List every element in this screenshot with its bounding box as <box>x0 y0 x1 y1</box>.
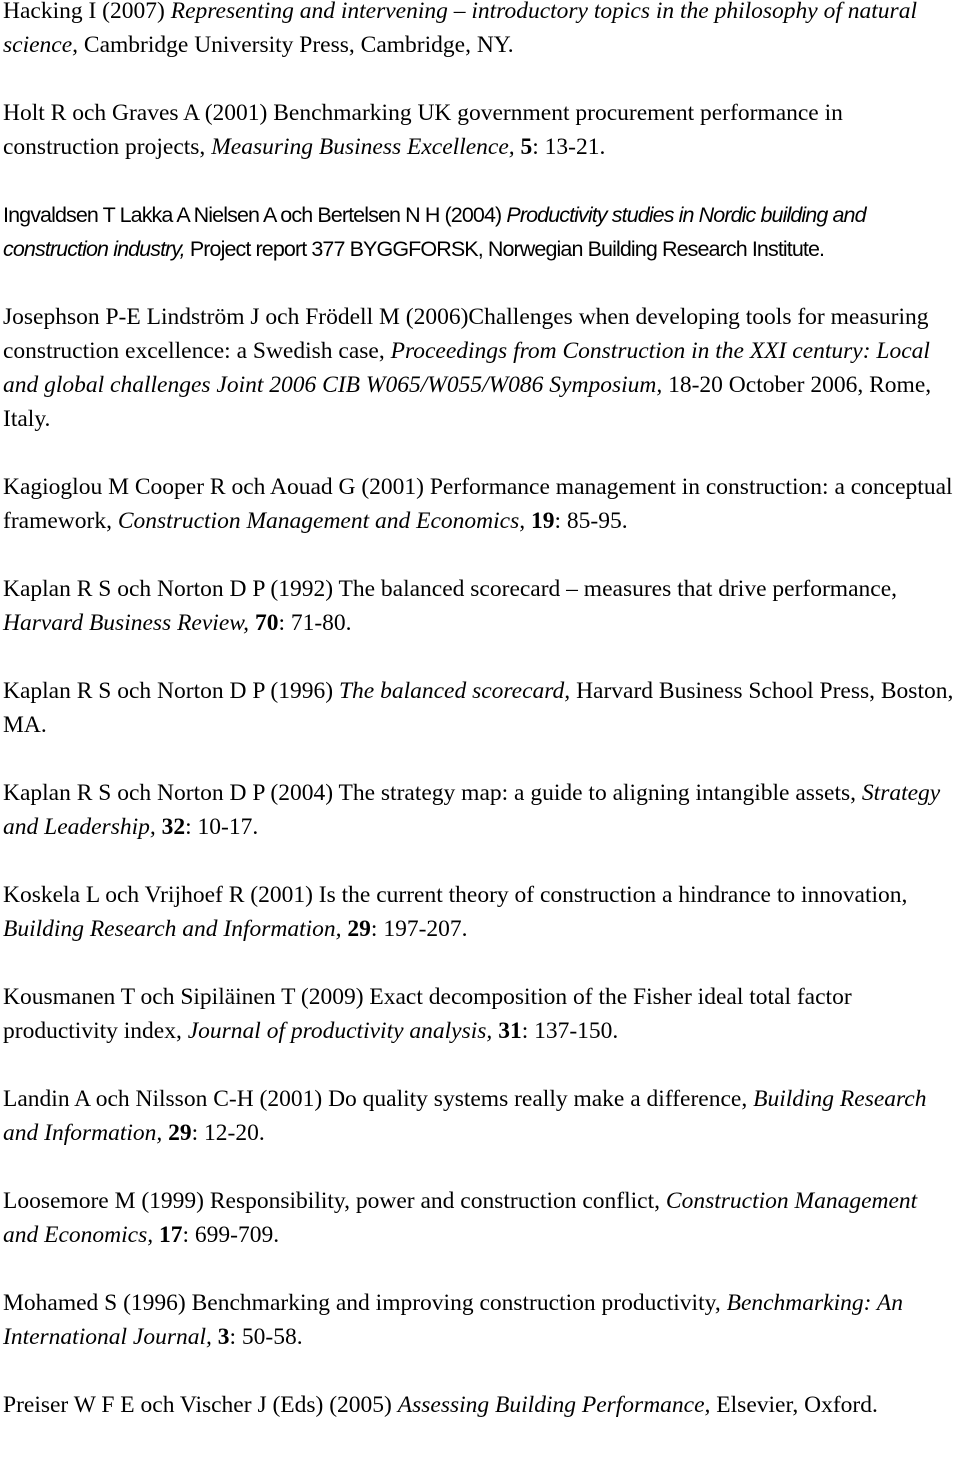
reference-entry-kaplan-1996 <box>3 674 957 742</box>
reference-pages: : 50-58. <box>229 1324 303 1350</box>
reference-pages: : 71-80. <box>278 610 352 636</box>
reference-volume: 5 <box>520 134 533 160</box>
reference-author: Hacking I (2007) <box>3 0 171 24</box>
reference-entry-kagioglou <box>3 470 957 538</box>
reference-details: 18-20 October 2006, Rome, Italy. <box>3 372 932 432</box>
reference-volume: 19 <box>531 508 555 534</box>
reference-pages: : 10-17. <box>185 814 259 840</box>
reference-publisher: Harvard Business School Press, Boston, MA. <box>3 678 954 738</box>
reference-entry-preiser <box>3 1388 957 1422</box>
reference-author: Josephson P-E Lindström J och Frödell M (2006)Challenges when developing tools for measuring construction excellence: a Swedish case, <box>3 304 929 364</box>
reference-author: Kousmanen T och Sipiläinen T (2009) Exact decomposition of the Fisher ideal total factor productivity index, <box>3 984 852 1044</box>
reference-journal: Building Research and Information, <box>3 1086 927 1146</box>
reference-publisher: Project report 377 BYGGFORSK, Norwegian Building Research Institute. <box>184 237 825 261</box>
reference-entry-mohamed <box>3 1286 957 1354</box>
reference-volume: 29 <box>168 1120 192 1146</box>
reference-pages: : 699-709. <box>182 1222 280 1248</box>
reference-publisher: Cambridge University Press, Cambridge, NY. <box>78 32 514 58</box>
reference-entry-josephson <box>3 300 957 436</box>
reference-entry-kaplan-1992 <box>3 572 957 640</box>
reference-title: Productivity studies in Nordic building and construction industry, <box>3 203 866 261</box>
reference-journal: Strategy and Leadership, <box>3 780 941 840</box>
reference-entry-hacking <box>3 0 957 62</box>
reference-journal: Construction Management and Economics, <box>3 1188 918 1248</box>
reference-author: Mohamed S (1996) Benchmarking and improving construction productivity, <box>3 1290 727 1316</box>
reference-journal: Building Research and Information, <box>3 916 342 942</box>
reference-author: Kaplan R S och Norton D P (2004) The strategy map: a guide to aligning intangible assets, <box>3 780 862 806</box>
reference-title: Representing and intervening – introductory topics in the philosophy of natural science, <box>3 0 917 58</box>
reference-journal: Journal of productivity analysis, <box>187 1018 493 1044</box>
reference-pages: : 12-20. <box>191 1120 265 1146</box>
reference-volume: 32 <box>161 814 186 840</box>
reference-entry-holt <box>3 96 957 164</box>
reference-volume: 29 <box>347 916 371 942</box>
reference-pages: : 85-95. <box>554 508 628 534</box>
reference-volume: 70 <box>254 610 279 636</box>
reference-pages: : 13-21. <box>532 134 606 160</box>
reference-entry-ingvaldsen <box>3 198 957 266</box>
reference-publisher: Elsevier, Oxford. <box>710 1392 878 1418</box>
reference-journal: Measuring Business Excellence, <box>211 134 515 160</box>
reference-author: Kaplan R S och Norton D P (1996) <box>3 678 339 704</box>
reference-volume: 3 <box>217 1324 230 1350</box>
reference-author: Holt R och Graves A (2001) Benchmarking UK government procurement performance in construction projects, <box>3 100 843 160</box>
reference-pages: : 197-207. <box>370 916 468 942</box>
reference-pages: : 137-150. <box>521 1018 619 1044</box>
reference-author: Preiser W F E och Vischer J (Eds) (2005) <box>3 1392 398 1418</box>
reference-author: Kagioglou M Cooper R och Aouad G (2001) Performance management in construction: a conceptual framework, <box>3 474 953 534</box>
reference-author: Landin A och Nilsson C-H (2001) Do quality systems really make a difference, <box>3 1086 754 1112</box>
reference-journal: Benchmarking: An International Journal, <box>3 1290 904 1350</box>
reference-author: Kaplan R S och Norton D P (1992) The balanced scorecard – measures that drive performance, <box>3 576 897 602</box>
reference-entry-koskela <box>3 878 957 946</box>
reference-title: The balanced scorecard, <box>338 678 571 704</box>
reference-entry-kousmanen <box>3 980 957 1048</box>
reference-journal: Proceedings from Construction in the XXI century: Local and global challenges Joint 2006 CIB W065/W055/W086 Symposium, <box>3 338 930 398</box>
reference-entry-landin <box>3 1082 957 1150</box>
reference-author: Koskela L och Vrijhoef R (2001) Is the current theory of construction a hindrance to innovation, <box>3 882 908 908</box>
reference-journal: Harvard Business Review, <box>3 610 250 636</box>
reference-journal: Construction Management and Economics, <box>117 508 526 534</box>
reference-list <box>3 0 957 1456</box>
reference-volume: 31 <box>498 1018 522 1044</box>
reference-volume: 17 <box>159 1222 183 1248</box>
reference-author: Loosemore M (1999) Responsibility, power and construction conflict, <box>3 1188 666 1214</box>
reference-entry-loosemore <box>3 1184 957 1252</box>
reference-author: Ingvaldsen T Lakka A Nielsen A och Bertelsen N H (2004) <box>3 203 507 227</box>
reference-entry-kaplan-2004 <box>3 776 957 844</box>
reference-title: Assessing Building Performance, <box>397 1392 711 1418</box>
